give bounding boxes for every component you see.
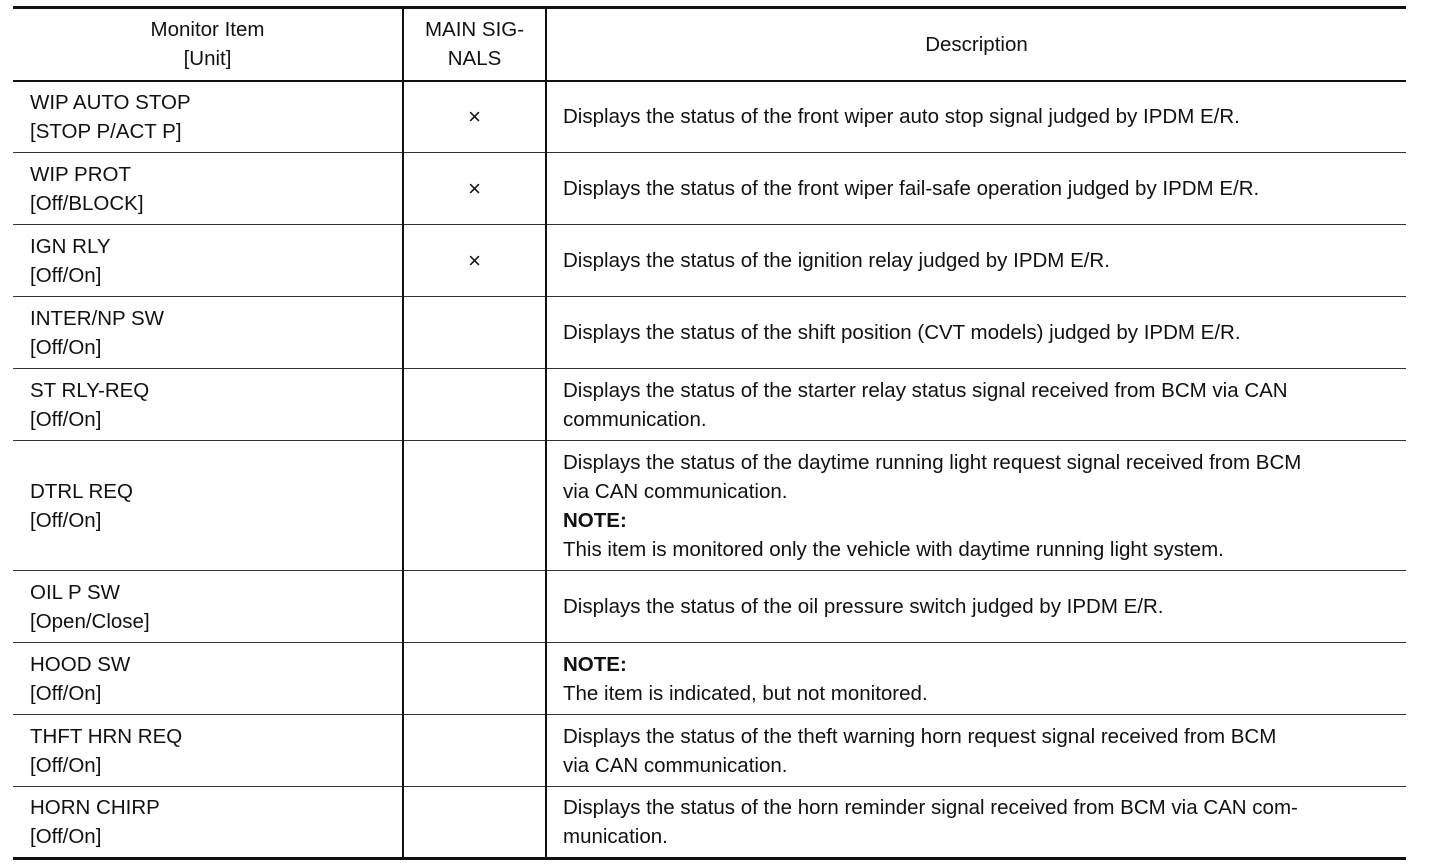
table-header-row (13, 8, 1406, 81)
header-main-signals (403, 8, 546, 81)
monitor-item-unit: [Off/On] (30, 335, 102, 359)
main-signal-cell (403, 153, 546, 225)
note-label: NOTE: (563, 508, 627, 532)
table-row (13, 715, 1406, 787)
description-text: munication. (563, 825, 668, 848)
monitor-item-unit: [Off/On] (30, 681, 102, 705)
description-cell (546, 571, 1406, 643)
monitor-item-cell (13, 153, 403, 225)
description-text: Displays the status of the front wiper auto stop signal judged by IPDM E/R. (563, 105, 1240, 129)
monitor-item-unit: [Open/Close] (30, 609, 150, 633)
monitor-item-table (13, 6, 1406, 860)
description-text: Displays the status of the starter relay status signal received from BCM via CAN (563, 378, 1288, 402)
monitor-item-name: HOOD SW (30, 652, 131, 676)
monitor-item-name: WIP AUTO STOP (30, 90, 191, 114)
monitor-item-unit: [Off/On] (30, 263, 102, 287)
table-row (13, 643, 1406, 715)
monitor-item-unit: [Off/On] (30, 508, 102, 532)
description-text: Displays the status of the oil pressure switch judged by IPDM E/R. (563, 595, 1164, 618)
header-monitor-item-line-1: Monitor Item (150, 18, 265, 42)
main-signal-cell (403, 225, 546, 297)
monitor-item-cell (13, 441, 403, 571)
monitor-item-name: WIP PROT (30, 162, 131, 186)
description-cell (546, 643, 1406, 715)
monitor-item-cell (13, 297, 403, 369)
table-row (13, 787, 1406, 859)
monitor-item-name: THFT HRN REQ (30, 724, 183, 748)
note-text: The item is indicated, but not monitored. (563, 681, 928, 705)
description-cell (546, 81, 1406, 153)
monitor-item-name: DTRL REQ (30, 479, 133, 503)
table-row (13, 81, 1406, 153)
description-cell (546, 715, 1406, 787)
main-signal-mark: × (468, 103, 481, 129)
description-cell (546, 787, 1406, 859)
table-row (13, 441, 1406, 571)
monitor-item-cell (13, 643, 403, 715)
table-row (13, 153, 1406, 225)
main-signal-cell (403, 369, 546, 441)
description-text: Displays the status of the horn reminder signal received from BCM via CAN com- (563, 796, 1298, 819)
monitor-item-unit: [Off/On] (30, 407, 102, 431)
monitor-item-cell (13, 571, 403, 643)
description-text: Displays the status of the shift position (CVT models) judged by IPDM E/R. (563, 321, 1241, 344)
main-signal-cell (403, 787, 546, 859)
note-text: This item is monitored only the vehicle with daytime running light system. (563, 537, 1224, 561)
table-row (13, 297, 1406, 369)
main-signal-cell (403, 441, 546, 571)
description-text: Displays the status of the theft warning horn request signal received from BCM (563, 724, 1277, 748)
monitor-item-name: INTER/NP SW (30, 306, 165, 330)
description-cell (546, 369, 1406, 441)
monitor-item-unit: [Off/On] (30, 753, 102, 777)
monitor-item-name: OIL P SW (30, 580, 120, 604)
monitor-item-name: ST RLY-REQ (30, 378, 150, 402)
table-row (13, 369, 1406, 441)
main-signal-mark: × (468, 247, 481, 273)
monitor-item-cell (13, 715, 403, 787)
monitor-item-cell (13, 787, 403, 859)
monitor-item-unit: [STOP P/ACT P] (30, 119, 182, 143)
description-cell (546, 153, 1406, 225)
monitor-item-cell (13, 369, 403, 441)
description-text: Displays the status of the ignition relay judged by IPDM E/R. (563, 249, 1110, 272)
description-cell (546, 441, 1406, 571)
header-description: Description (546, 8, 1406, 81)
monitor-item-cell (13, 225, 403, 297)
main-signal-cell (403, 715, 546, 787)
header-main-signals-line-1: MAIN SIG- (424, 18, 525, 42)
description-text: communication. (563, 407, 707, 431)
main-signal-cell (403, 297, 546, 369)
description-text: via CAN communication. (563, 753, 788, 777)
note-label: NOTE: (563, 652, 627, 676)
description-cell (546, 297, 1406, 369)
description-cell (546, 225, 1406, 297)
description-text: Displays the status of the daytime running light request signal received from BCM (563, 450, 1302, 474)
main-signal-cell (403, 81, 546, 153)
monitor-item-unit: [Off/On] (30, 825, 102, 848)
table-row (13, 571, 1406, 643)
monitor-item-unit: [Off/BLOCK] (30, 191, 144, 215)
description-text: via CAN communication. (563, 479, 788, 503)
main-signal-mark: × (468, 175, 481, 201)
monitor-item-name: IGN RLY (30, 234, 111, 258)
header-monitor-item-line-2: [Unit] (183, 47, 232, 71)
description-text: Displays the status of the front wiper fail-safe operation judged by IPDM E/R. (563, 177, 1260, 200)
table-row (13, 225, 1406, 297)
main-signal-cell (403, 571, 546, 643)
header-main-signals-line-2: NALS (447, 47, 502, 71)
header-monitor-item (13, 8, 403, 81)
monitor-item-cell (13, 81, 403, 153)
monitor-item-name: HORN CHIRP (30, 796, 160, 819)
main-signal-cell (403, 643, 546, 715)
